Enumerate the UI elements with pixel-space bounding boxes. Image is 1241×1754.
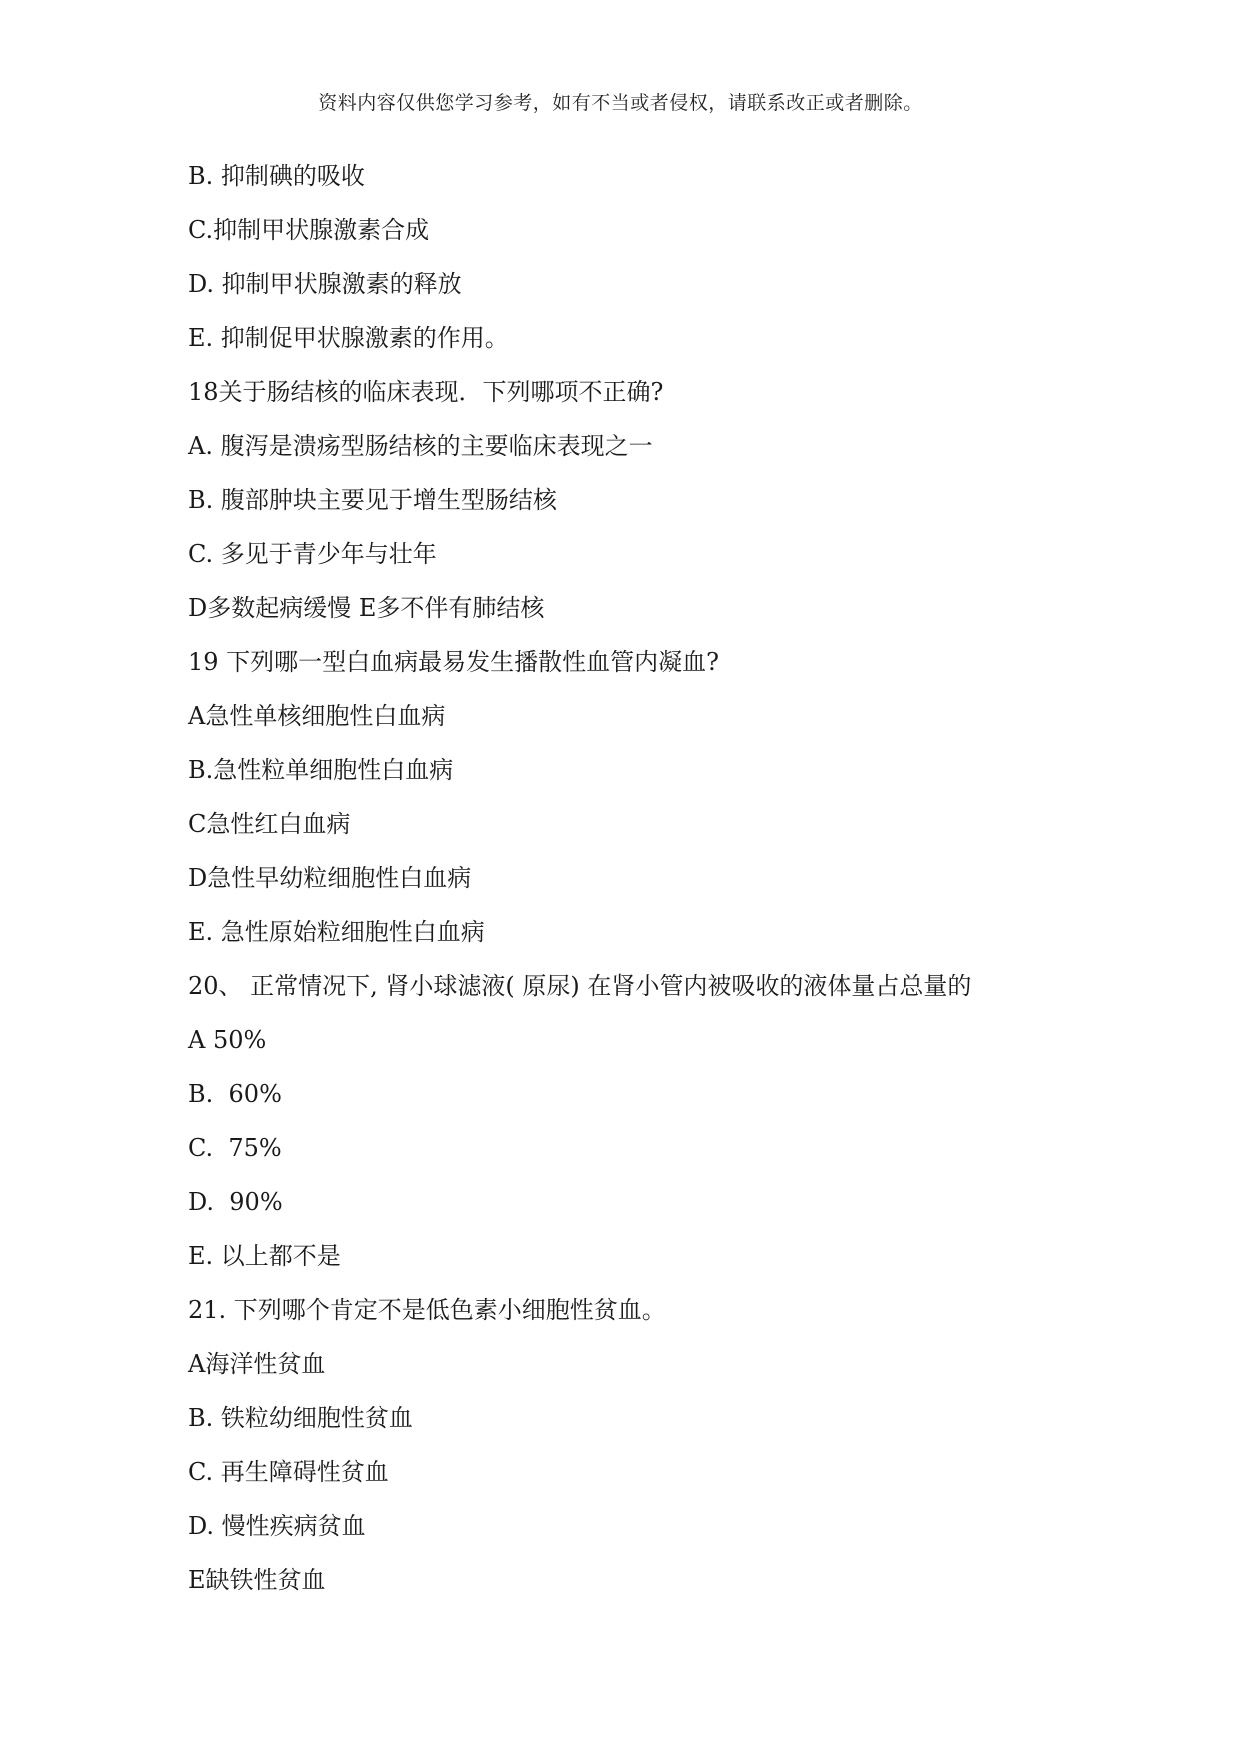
option-line: A. 腹泻是溃疡型肠结核的主要临床表现之一	[188, 432, 653, 460]
page-header-notice: 资料内容仅供您学习参考，如有不当或者侵权，请联系改正或者删除。	[318, 92, 923, 114]
question-line: 20、 正常情况下, 肾小球滤液( 原尿) 在肾小管内被吸收的液体量占总量的	[188, 972, 972, 1000]
question-line: 19 下列哪一型白血病最易发生播散性血管内凝血?	[188, 648, 720, 676]
option-line: B.急性粒单细胞性白血病	[188, 756, 454, 784]
option-line: E缺铁性贫血	[188, 1566, 326, 1594]
option-line: C.抑制甲状腺激素合成	[188, 216, 430, 244]
option-line: E. 急性原始粒细胞性白血病	[188, 918, 485, 946]
option-line: C. 再生障碍性贫血	[188, 1458, 389, 1486]
document-body	[188, 158, 1088, 1616]
option-line: E. 以上都不是	[188, 1242, 341, 1270]
question-line: 18关于肠结核的临床表现．下列哪项不正确?	[188, 378, 664, 406]
option-line: B. 铁粒幼细胞性贫血	[188, 1404, 413, 1432]
option-line: B. 60%	[188, 1080, 282, 1108]
option-line: D多数起病缓慢 E多不伴有肺结核	[188, 594, 545, 622]
option-line: C. 75%	[188, 1134, 282, 1162]
option-line: C急性红白血病	[188, 810, 351, 838]
option-line: B. 腹部肿块主要见于增生型肠结核	[188, 486, 557, 514]
option-line: D急性早幼粒细胞性白血病	[188, 864, 472, 892]
option-line: D. 慢性疾病贫血	[188, 1512, 366, 1540]
option-line: C. 多见于青少年与壮年	[188, 540, 437, 568]
option-line: A海洋性贫血	[188, 1350, 326, 1378]
option-line: A 50%	[188, 1026, 267, 1054]
option-line: B. 抑制碘的吸收	[188, 162, 365, 190]
option-line: A急性单核细胞性白血病	[188, 702, 446, 730]
option-line: D. 抑制甲状腺激素的释放	[188, 270, 462, 298]
option-line: D. 90%	[188, 1188, 283, 1216]
option-line: E. 抑制促甲状腺激素的作用。	[188, 324, 509, 352]
question-line: 21. 下列哪个肯定不是低色素小细胞性贫血。	[188, 1296, 666, 1324]
